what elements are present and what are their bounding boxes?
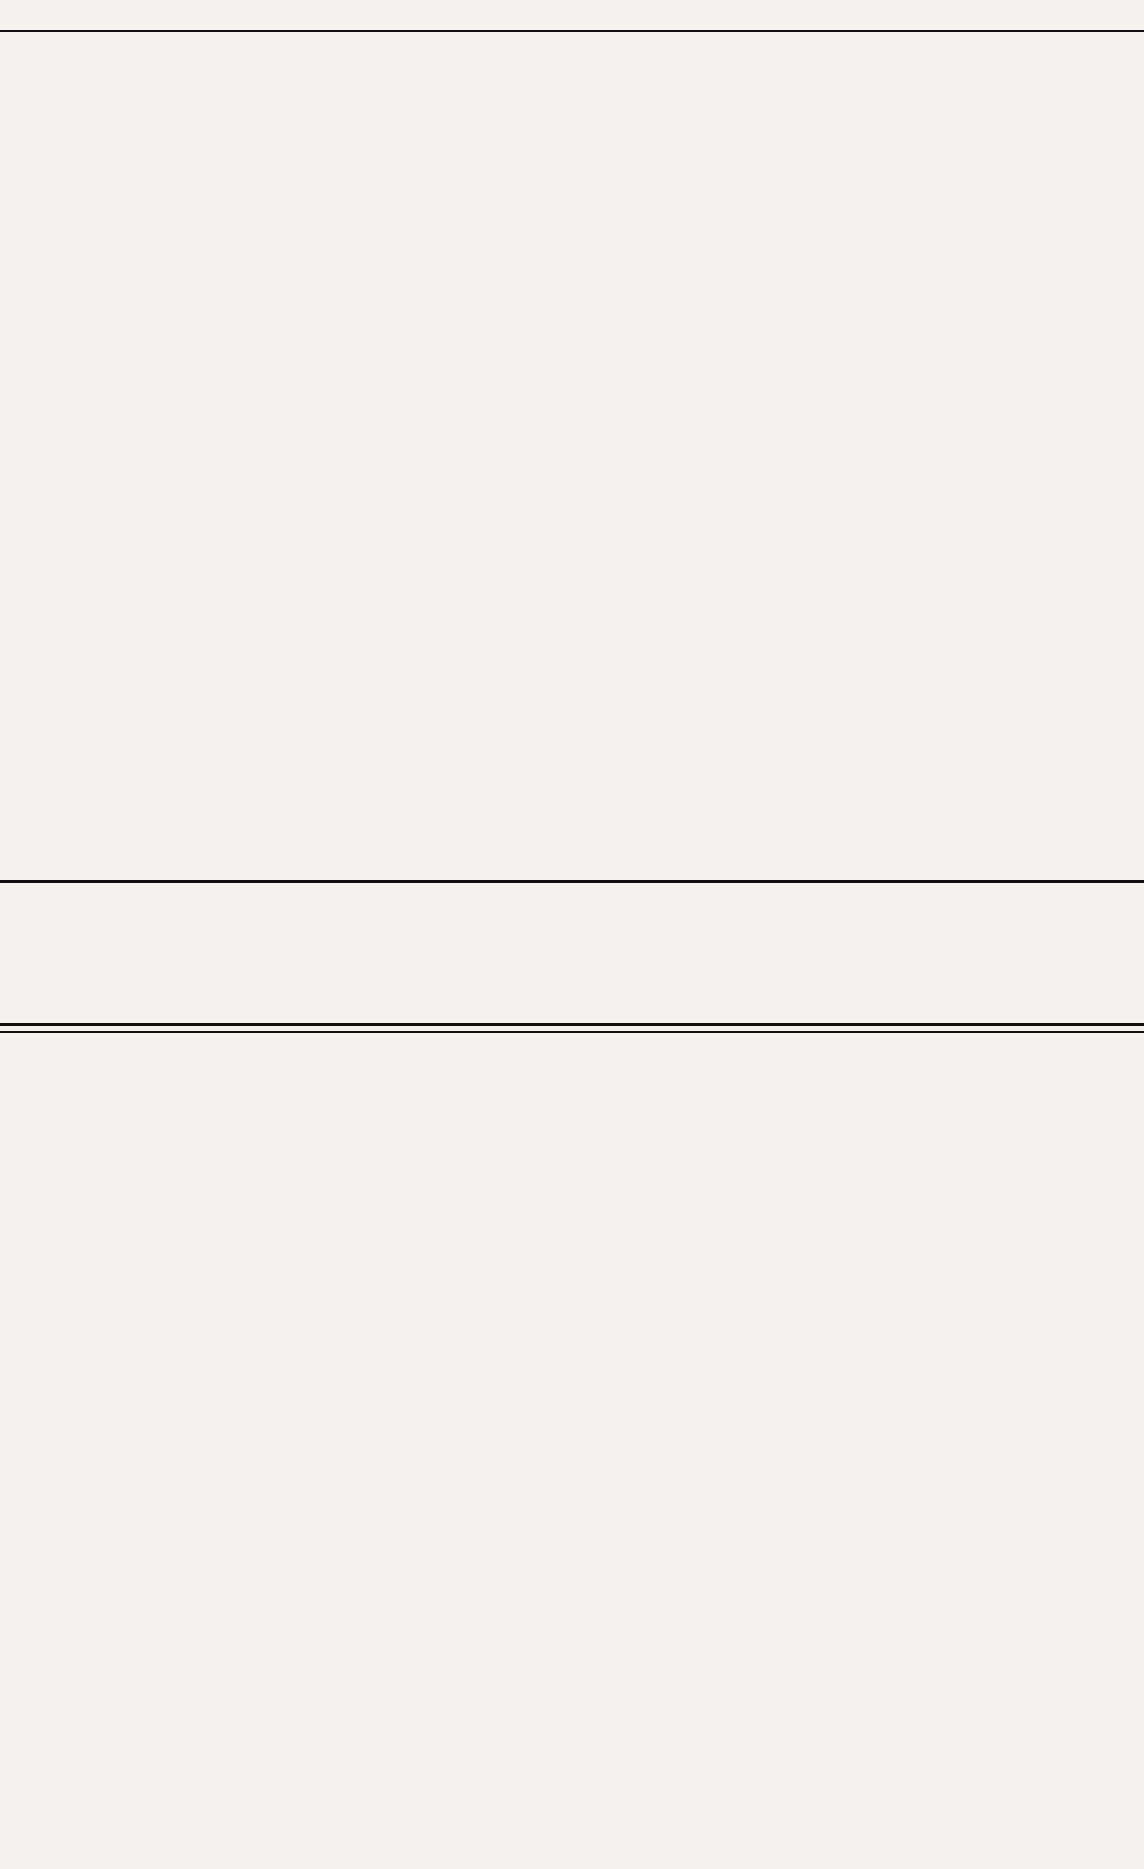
service-guide-columns xyxy=(0,1031,1144,1848)
page-header xyxy=(0,10,1144,26)
classified-columns-top xyxy=(0,30,1144,872)
home-service-guide-banner xyxy=(0,880,1144,1026)
